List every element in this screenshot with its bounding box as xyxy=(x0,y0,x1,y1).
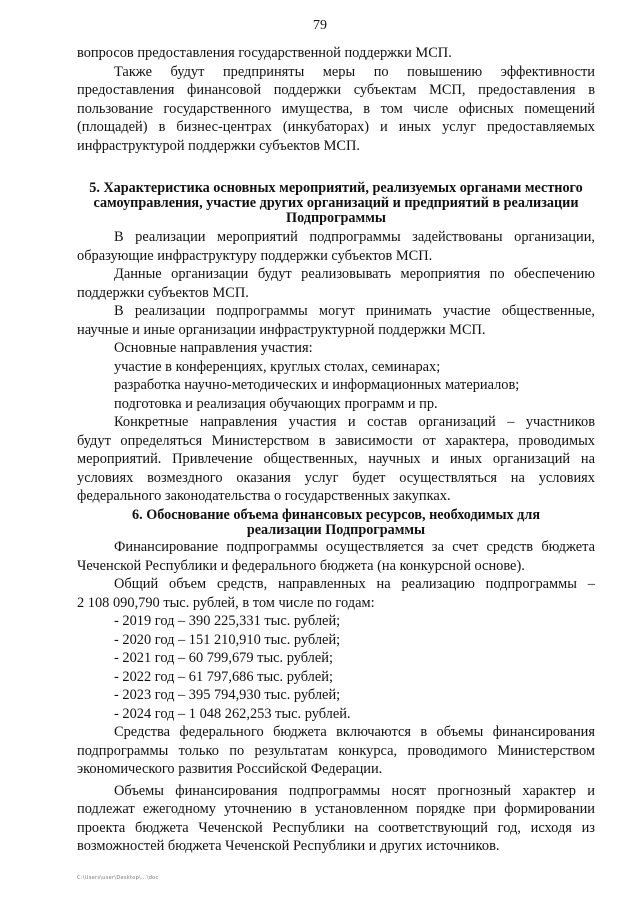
list-item: - 2021 год – 60 799,679 тыс. рублей; xyxy=(114,650,333,666)
file-path-footer: C:\Users\user\Desktop\...\doc xyxy=(77,875,159,881)
list-item: подготовка и реализация обучающих программ и пр. xyxy=(114,395,438,412)
list-item: - 2024 год – 1 048 262,253 тыс. рублей. xyxy=(114,705,351,722)
heading-line: 6. Обоснование объема финансовых ресурсов, необходимых для xyxy=(132,507,540,523)
text-line: Конкретные направления участия и состав организаций – участников xyxy=(114,414,595,430)
list-item: участие в конференциях, круглых столах, семинарах; xyxy=(114,358,441,375)
section-6-body xyxy=(77,538,595,856)
text-line: федерального законодательства о государственных закупках. xyxy=(77,488,451,504)
text-line: образующие инфраструктуру поддержки субъектов МСП. xyxy=(77,247,433,264)
list-item: - 2020 год – 151 210,910 тыс. рублей; xyxy=(114,631,341,648)
text-line: экономического развития Российской Федерации. xyxy=(77,761,383,777)
text-line: предоставления финансовой поддержки субъектам МСП, предоставления в xyxy=(77,82,595,98)
text-line: вопросов предоставления государственной поддержки МСП. xyxy=(77,45,452,61)
text-line: будут определяться Министерством в зависимости от характера, проводимых xyxy=(77,432,595,449)
section-5-heading xyxy=(77,181,595,226)
text-line: научные и иные организации инфраструктурной поддержки МСП. xyxy=(77,321,486,338)
text-line: Общий объем средств, направленных на реализацию подпрограммы – xyxy=(114,576,595,592)
text-line: подлежат ежегодному уточнению в установленном порядке при формировании xyxy=(77,801,595,817)
text-line: поддержки субъектов МСП. xyxy=(77,284,249,301)
text-line: Объемы финансирования подпрограммы носят прогнозный характер и xyxy=(114,782,595,799)
list-item: - 2019 год – 390 225,331 тыс. рублей; xyxy=(114,613,341,629)
text-line: подпрограммы только по результатам конкурса, проводимого Министерством xyxy=(77,742,595,759)
text-line: Чеченской Республики и федерального бюджета (на конкурсной основе). xyxy=(77,557,525,574)
intro-paragraph xyxy=(77,44,595,155)
section-6-heading xyxy=(77,508,595,538)
text-line: Основные направления участия: xyxy=(114,340,313,356)
text-line: возможностей бюджета Чеченской Республики и других источников. xyxy=(77,838,500,854)
list-item: - 2023 год – 395 794,930 тыс. рублей; xyxy=(114,687,341,703)
text-line: В реализации мероприятий подпрограммы задействованы организации, xyxy=(114,229,595,245)
heading-line: Подпрограммы xyxy=(286,210,386,226)
text-line: проекта бюджета Чеченской Республики на соответствующий год, исходя из xyxy=(77,819,595,836)
text-line: 2 108 090,790 тыс. рублей, в том числе по годам: xyxy=(77,594,375,611)
section-5-body xyxy=(77,228,595,506)
text-line: Финансирование подпрограммы осуществляется за счет средств бюджета xyxy=(114,539,595,555)
text-line: Данные организации будут реализовывать мероприятия по обеспечению xyxy=(114,266,595,282)
list-item: - 2022 год – 61 797,686 тыс. рублей; xyxy=(114,668,333,685)
heading-line: 5. Характеристика основных мероприятий, реализуемых органами местного xyxy=(89,180,583,196)
text-line: Также будут предприняты меры по повышению эффективности xyxy=(114,63,595,80)
list-item: разработка научно-методических и информационных материалов; xyxy=(114,377,520,393)
heading-line: реализации Подпрограммы xyxy=(246,522,426,538)
text-line: мероприятий. Привлечение общественных, научных и иных организаций на xyxy=(77,451,595,467)
text-line: (площадей) в бизнес-центрах (инкубаторах) и иных услуг предоставляемых xyxy=(77,119,595,135)
text-line: условиях возмездного оказания услуг будет осуществляться на условиях xyxy=(77,469,595,486)
page-number: 79 xyxy=(313,18,327,33)
text-line: Средства федерального бюджета включаются в объемы финансирования xyxy=(114,724,595,740)
text-line: инфраструктурой поддержки субъектов МСП. xyxy=(77,137,360,154)
text-line: пользование государственного имущества, в том числе офисных помещений xyxy=(77,100,595,117)
text-line: В реализации подпрограммы могут принимать участие общественные, xyxy=(114,303,595,319)
heading-line: самоуправления, участие других организаций и предприятий в реализации xyxy=(93,195,579,211)
